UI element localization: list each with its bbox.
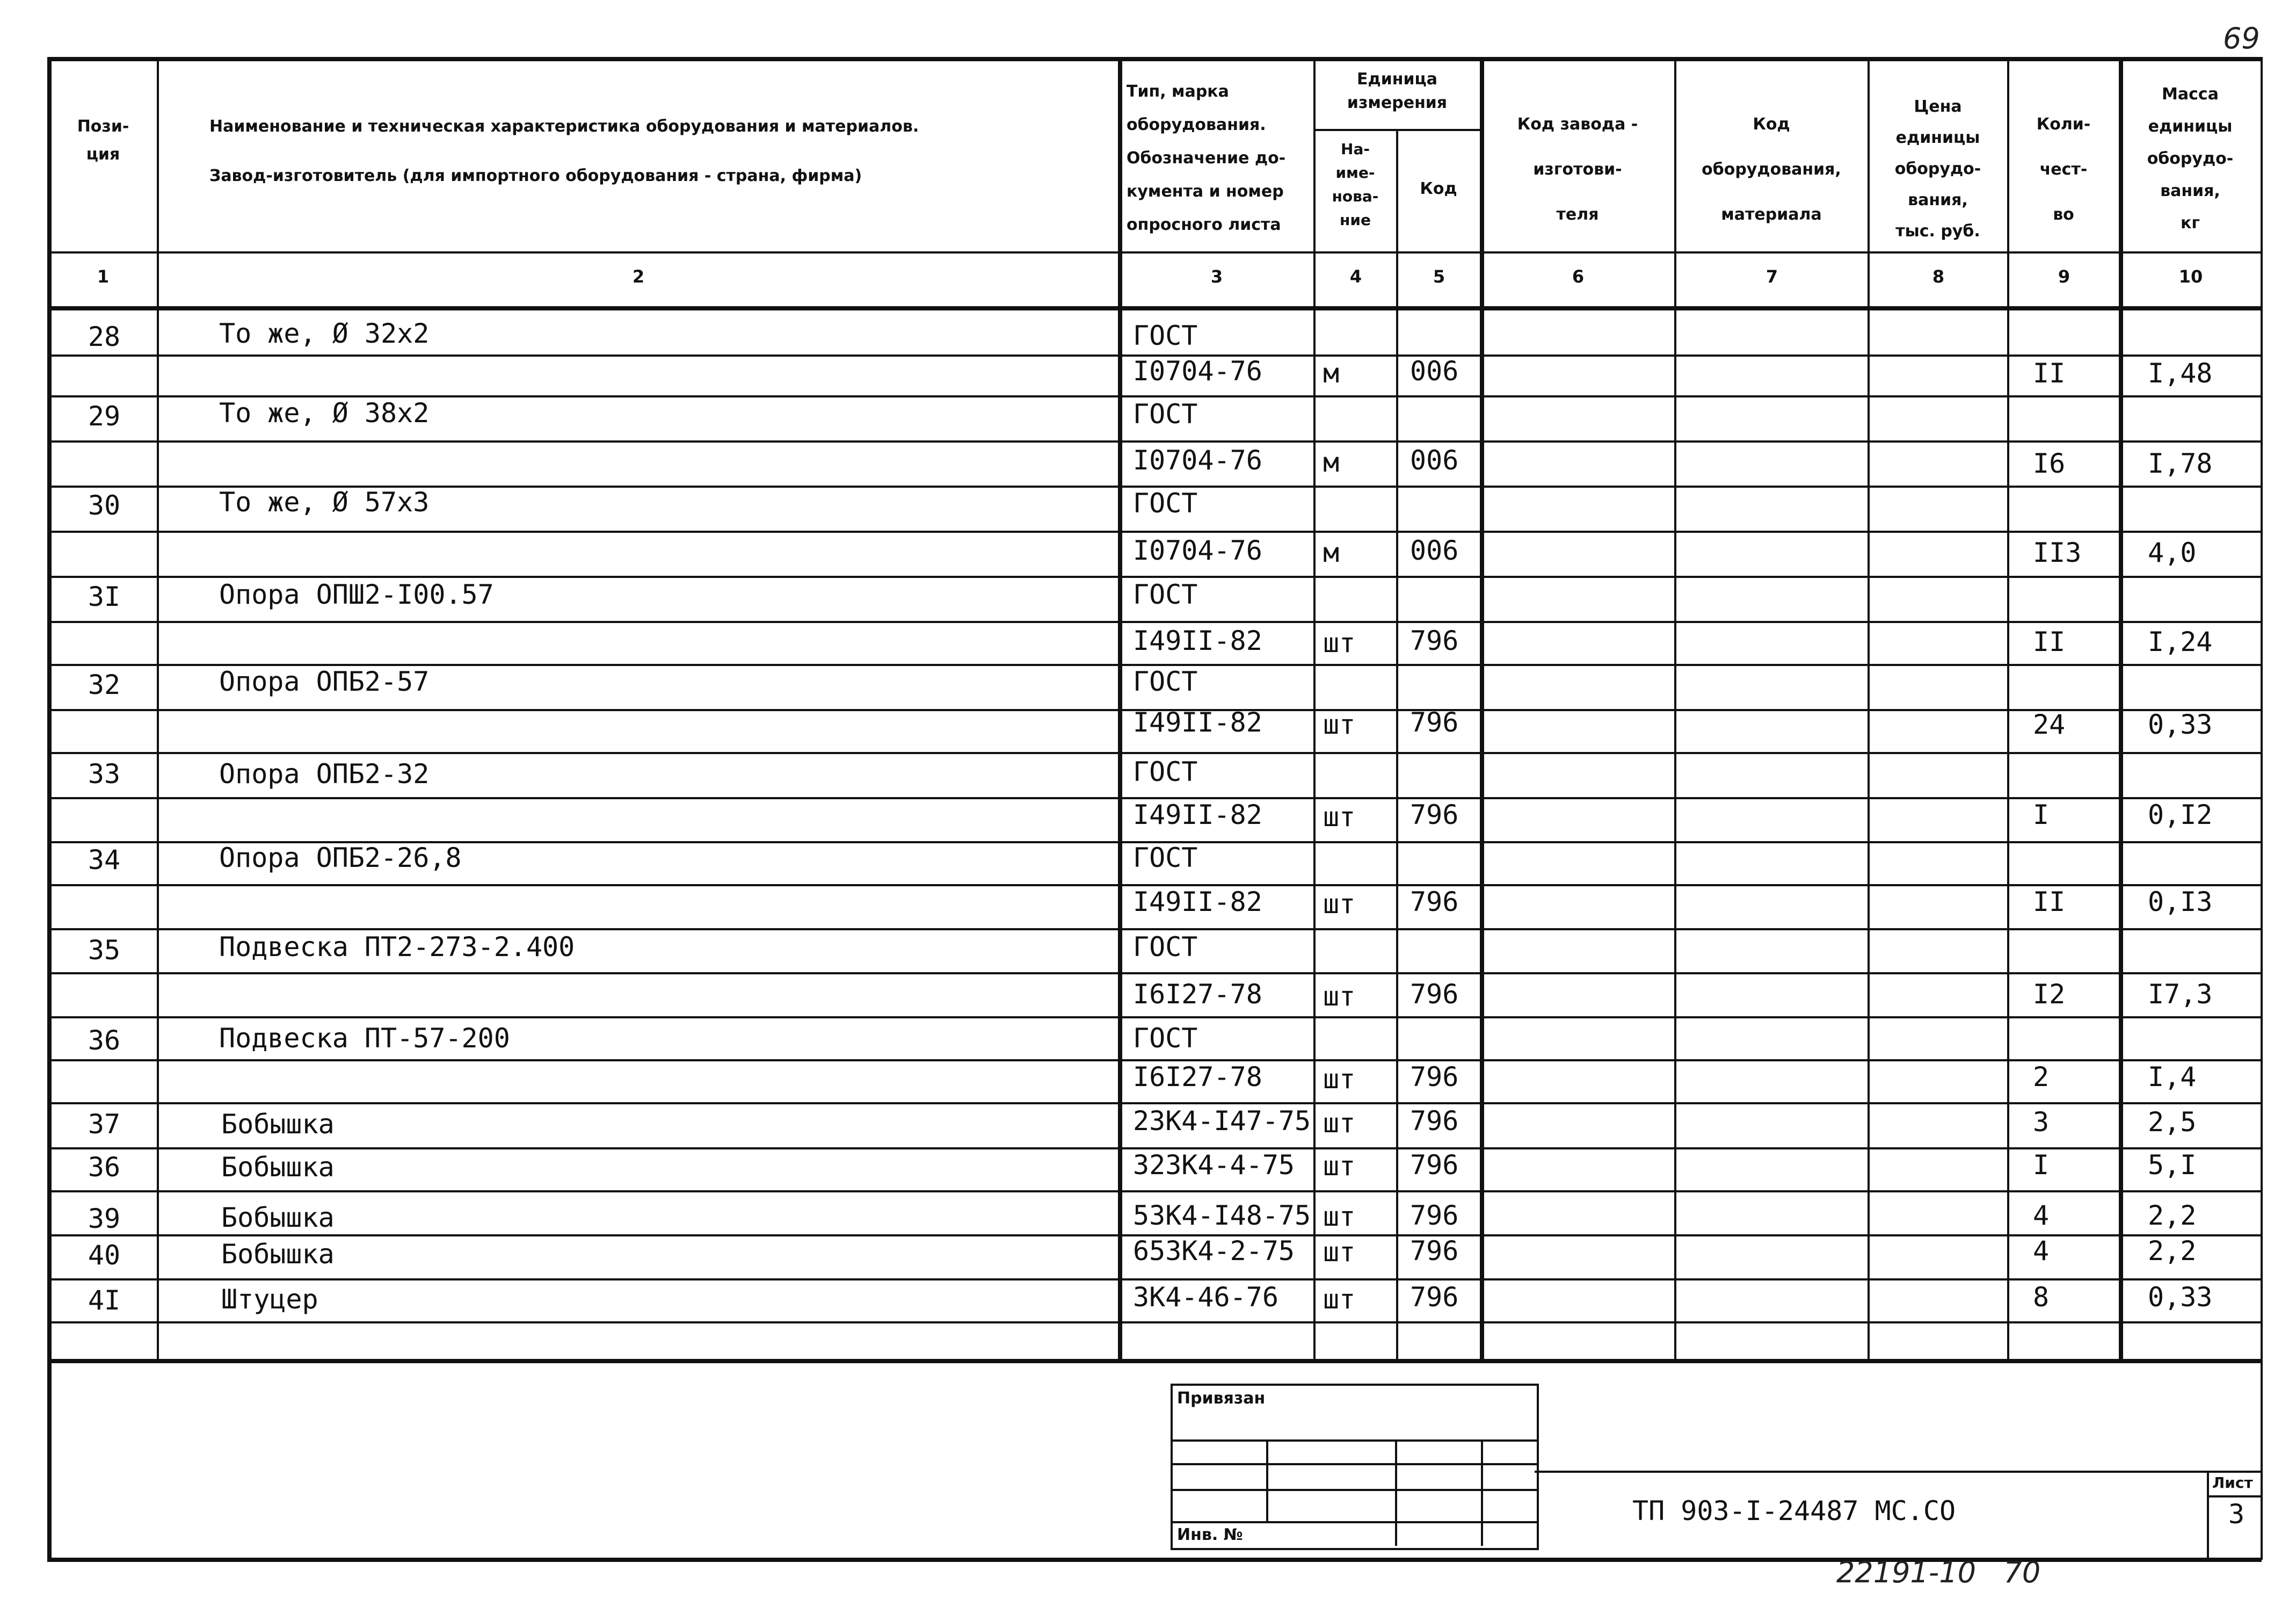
row-pos: 39 <box>88 1203 121 1234</box>
row-name: Опора ОПБ2-57 <box>219 666 430 697</box>
row-qty: 8 <box>2033 1282 2050 1313</box>
row-name: Штуцер <box>221 1284 318 1315</box>
row-name: Бобышка <box>221 1239 335 1270</box>
col-divider-7 <box>1868 57 1870 1360</box>
row-unit: шт <box>1323 1284 1356 1315</box>
row-qty: I6 <box>2033 448 2066 479</box>
row-name: Подвеска ПТ2-273-2.400 <box>219 931 575 963</box>
col-divider-9 <box>2119 57 2123 1360</box>
row-qty: I <box>2033 799 2050 830</box>
row-doc-line1: ГОСТ <box>1133 399 1198 430</box>
col-divider-5 <box>1480 57 1484 1360</box>
row-doc: 323К4-4-75 <box>1133 1149 1295 1181</box>
row-pos: 33 <box>88 758 121 790</box>
row-doc-line2: I49II-82 <box>1133 707 1262 738</box>
colnum-10: 10 <box>2178 266 2203 287</box>
row-doc-line1: ГОСТ <box>1133 488 1198 519</box>
row-unit: шт <box>1323 1063 1356 1095</box>
row-pos: 36 <box>88 1025 121 1056</box>
row-doc-line1: ГОСТ <box>1133 931 1198 963</box>
row-line <box>47 440 2262 443</box>
row-unit-code: 796 <box>1410 625 1459 656</box>
row-doc-line1: ГОСТ <box>1133 579 1198 610</box>
row-pos: 3I <box>88 581 121 612</box>
row-doc: 653К4-2-75 <box>1133 1235 1295 1267</box>
row-doc: 23К4-I47-75 <box>1133 1105 1311 1137</box>
colnum-5: 5 <box>1433 266 1445 287</box>
stamp-linked-label: Привязан <box>1177 1389 1266 1408</box>
frame-right <box>2261 57 2263 1560</box>
row-mass: 0,I2 <box>2148 799 2213 830</box>
row-line <box>47 752 2262 754</box>
row-mass: 2,2 <box>2148 1235 2197 1267</box>
row-pos: 4I <box>88 1285 121 1316</box>
row-mass: 2,5 <box>2148 1106 2197 1138</box>
row-line <box>47 1190 2262 1192</box>
row-name: Бобышка <box>221 1202 335 1233</box>
header-equip-code: Код оборудования, материала <box>1702 115 1841 224</box>
row-unit-code: 796 <box>1410 1282 1459 1313</box>
row-mass: 0,33 <box>2148 1282 2213 1313</box>
row-doc-line2: I0704-76 <box>1133 356 1262 387</box>
row-pos: 37 <box>88 1109 121 1140</box>
col-divider-4 <box>1396 129 1398 1360</box>
col-divider-1 <box>157 57 159 1360</box>
page-number: 69 <box>2223 21 2260 55</box>
row-doc-line2: I0704-76 <box>1133 535 1262 566</box>
row-doc-line1: ГОСТ <box>1133 1023 1198 1054</box>
colnum-9: 9 <box>2058 266 2070 287</box>
stamp-vline <box>1481 1439 1483 1546</box>
row-unit-code: 006 <box>1410 356 1459 387</box>
colnum-3: 3 <box>1210 266 1223 287</box>
row-doc-line1: ГОСТ <box>1133 666 1198 697</box>
row-unit-code: 796 <box>1410 1200 1459 1231</box>
row-name: То же, Ø 57x3 <box>219 487 430 518</box>
row-unit: шт <box>1323 1108 1356 1139</box>
row-line <box>47 1278 2262 1280</box>
stamp-vline <box>1266 1439 1268 1521</box>
header-mass: Масса единицы оборудо- вания, кг <box>2147 85 2234 233</box>
stamp-vline <box>1395 1439 1397 1546</box>
row-line <box>47 972 2262 974</box>
row-doc-line1: ГОСТ <box>1133 756 1198 787</box>
row-line <box>47 531 2262 533</box>
row-doc-line1: ГОСТ <box>1133 320 1198 351</box>
row-pos: 28 <box>88 321 121 352</box>
row-line <box>47 1102 2262 1104</box>
row-line <box>47 1321 2262 1323</box>
row-name: То же, Ø 32x2 <box>219 318 430 349</box>
row-mass: 0,33 <box>2148 709 2213 740</box>
row-unit: шт <box>1323 981 1356 1012</box>
row-doc: 3К4-46-76 <box>1133 1282 1278 1313</box>
row-qty: II3 <box>2033 537 2082 568</box>
row-unit-code: 796 <box>1410 886 1459 917</box>
row-unit: шт <box>1323 1151 1356 1182</box>
row-mass: I,24 <box>2148 626 2213 657</box>
row-doc: 53К4-I48-75 <box>1133 1200 1311 1231</box>
sheet-number: 3 <box>2228 1499 2245 1530</box>
header-unit-code: Код <box>1420 179 1457 198</box>
row-name: Опора ОПШ2-I00.57 <box>219 579 494 610</box>
row-mass: 5,I <box>2148 1149 2197 1181</box>
header-type: Тип, марка оборудования. Обозначение до- кумента и номер опросного листа <box>1127 82 1286 234</box>
sheet-box-line <box>2207 1495 2262 1497</box>
row-qty: 4 <box>2033 1235 2050 1267</box>
row-unit: м <box>1323 358 1340 389</box>
row-name: Опора ОПБ2-26,8 <box>219 842 462 873</box>
row-unit: шт <box>1323 1236 1356 1268</box>
colnum-divider <box>47 306 2262 310</box>
header-unit-name: На- име- нова- ние <box>1332 140 1379 229</box>
row-unit: шт <box>1323 627 1356 659</box>
colnum-7: 7 <box>1765 266 1778 287</box>
row-pos: 40 <box>88 1240 121 1271</box>
row-qty: II <box>2033 358 2066 389</box>
row-mass: I,48 <box>2148 358 2213 389</box>
col-divider-2 <box>1118 57 1122 1360</box>
col-divider-3 <box>1313 57 1316 1360</box>
row-unit-code: 796 <box>1410 979 1459 1010</box>
colnum-6: 6 <box>1572 266 1585 287</box>
row-unit-code: 006 <box>1410 535 1459 566</box>
header-qty: Коли- чест- во <box>2036 115 2091 224</box>
row-pos: 32 <box>88 669 121 700</box>
row-unit: м <box>1323 537 1340 568</box>
row-qty: 4 <box>2033 1200 2050 1231</box>
row-mass: 2,2 <box>2148 1200 2197 1231</box>
document-designation: ТП 903-I-24487 МС.СО <box>1632 1495 1956 1526</box>
row-qty: I <box>2033 1149 2050 1181</box>
sheet-label: Лист <box>2212 1474 2253 1492</box>
row-pos: 35 <box>88 935 121 966</box>
header-position: Пози- ция <box>77 117 129 164</box>
row-pos: 30 <box>88 490 121 521</box>
header-divider <box>47 251 2262 254</box>
row-doc-line2: I49II-82 <box>1133 886 1262 917</box>
row-name: Бобышка <box>221 1109 335 1140</box>
row-unit-code: 796 <box>1410 799 1459 830</box>
row-doc-line2: I6I27-78 <box>1133 979 1262 1010</box>
colnum-2: 2 <box>632 266 645 287</box>
row-mass: 4,0 <box>2148 537 2197 568</box>
colnum-8: 8 <box>1932 266 1945 287</box>
row-pos: 36 <box>88 1152 121 1183</box>
colnum-4: 4 <box>1349 266 1362 287</box>
row-unit-code: 006 <box>1410 445 1459 476</box>
row-unit-code: 796 <box>1410 1149 1459 1181</box>
row-unit-code: 796 <box>1410 1105 1459 1137</box>
unit-subheader-line <box>1313 129 1480 131</box>
row-unit: шт <box>1323 709 1356 740</box>
colnum-1: 1 <box>97 266 110 287</box>
row-qty: I2 <box>2033 979 2066 1010</box>
row-unit: шт <box>1323 801 1356 833</box>
row-name: Подвеска ПТ-57-200 <box>219 1023 510 1054</box>
row-line <box>47 1016 2262 1018</box>
row-doc-line2: I49II-82 <box>1133 625 1262 656</box>
header-name: Наименование и техническая характеристика оборудования и материалов. Завод-изготовитель (для импортного оборудования - страна, фирма) <box>209 117 919 185</box>
header-unit-group: Единица измерения <box>1347 70 1448 112</box>
header-plant-code: Код завода - изготови- теля <box>1517 115 1638 224</box>
row-mass: 0,I3 <box>2148 886 2213 917</box>
row-unit-code: 796 <box>1410 1061 1459 1092</box>
row-doc-line2: I0704-76 <box>1133 445 1262 476</box>
designation-line <box>1535 1471 2262 1473</box>
row-doc-line1: ГОСТ <box>1133 842 1198 873</box>
row-qty: II <box>2033 626 2066 657</box>
row-mass: I,78 <box>2148 448 2213 479</box>
row-unit: м <box>1323 447 1340 478</box>
row-mass: I7,3 <box>2148 979 2213 1010</box>
col-divider-6 <box>1674 57 1676 1360</box>
row-qty: 3 <box>2033 1106 2050 1138</box>
row-name: То же, Ø 38x2 <box>219 397 430 429</box>
stamp-inventory-label: Инв. № <box>1177 1525 1243 1544</box>
row-doc-line2: I49II-82 <box>1133 799 1262 830</box>
row-line <box>47 928 2262 930</box>
row-pos: 34 <box>88 844 121 876</box>
row-qty: II <box>2033 886 2066 917</box>
row-qty: 24 <box>2033 709 2066 740</box>
row-doc-line2: I6I27-78 <box>1133 1061 1262 1092</box>
row-mass: I,4 <box>2148 1061 2197 1092</box>
row-unit: шт <box>1323 1201 1356 1232</box>
header-price: Цена единицы оборудо- вания, тыс. руб. <box>1894 97 1981 241</box>
row-line <box>47 576 2262 578</box>
row-unit-code: 796 <box>1410 707 1459 738</box>
row-line <box>47 621 2262 623</box>
row-name: Бобышка <box>221 1152 335 1183</box>
table-border-bottom <box>47 1359 2262 1363</box>
row-pos: 29 <box>88 401 121 432</box>
row-unit: шт <box>1323 888 1356 920</box>
table-border-top <box>47 57 2262 61</box>
row-unit-code: 796 <box>1410 1235 1459 1267</box>
col-divider-8 <box>2007 57 2009 1360</box>
row-name: Опора ОПБ2-32 <box>219 758 430 790</box>
bottom-note: 22191-10 70 <box>1836 1555 2041 1589</box>
sheet-box-left <box>2207 1471 2209 1558</box>
row-qty: 2 <box>2033 1061 2050 1092</box>
